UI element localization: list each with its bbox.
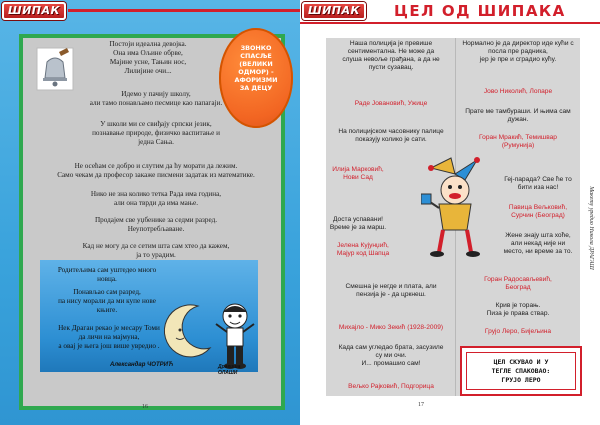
para-1: Постоји идеална девојка. Она има Ољине обрве, Мајине усне, Тањин нос, Лилијине очи... <box>109 40 187 75</box>
header-rule <box>68 9 300 12</box>
para-5: Нико не зна колико тетка Рада има година, али она тврди да има мање. <box>90 190 222 207</box>
author-left-2: Илија Марковић, Нови Сад <box>332 166 384 181</box>
drawing-credit: Драгиша ОЛАШИ <box>218 364 241 376</box>
author-left-3: Јелена Кујунџић, Мајур код Шапца <box>336 242 390 257</box>
author-right-5: Грујо Леро, Бијељина <box>484 328 552 335</box>
bell-icon <box>33 44 77 94</box>
night-para-4: Нек Драган рекао је месару Томи да личи на мајмуна, а овај је њега још више увредио . <box>58 324 160 350</box>
aphorism-right-3: Геј-парада? Све ће то бити иза нас! <box>504 176 572 191</box>
author-signature: Александар ЧОТРИЋ <box>110 362 174 368</box>
para-2: Идемо у пачију школу, али тамо понављамо песмице као папагаји. <box>89 90 223 107</box>
para-6: Продајем све уџбенике за седми разред. Неупотребљаване. <box>94 216 218 233</box>
author-right-1: Јово Николић, Лопаре <box>483 88 553 95</box>
aphorism-right-2: Прате ме тамбураши. И њима сам дужан. <box>465 108 571 123</box>
shipak-logo-right: ШИПАК <box>302 2 366 20</box>
para-7: Кад не могу да се сетим шта сам хтео да кажем, ја то урадим. <box>82 242 230 259</box>
section-badge <box>219 28 293 128</box>
header-rule-right <box>300 22 600 24</box>
page-title: ЦЕЛ ОД ШИПАКА <box>394 2 566 20</box>
layout-credit <box>586 110 596 350</box>
shipak-logo: ШИПАК <box>2 2 66 20</box>
editor-quote-box <box>460 346 582 396</box>
boy-cartoon-icon <box>210 300 260 372</box>
aphorism-left-2: На полицијском часовнику палице показују колико је сати. <box>338 128 444 143</box>
editor-quote-text: ЦЕЛ СКУВАО И У ТЕГЛЕ СПАКОВАО: ГРУЈО ЛЕРО <box>466 352 576 390</box>
left-header <box>0 0 300 22</box>
aphorisms-box <box>326 38 580 396</box>
author-left-4: Михајло - Мико Зекић (1928-2009) <box>338 324 444 331</box>
night-illustration-box <box>40 260 258 376</box>
badge-line-2: СПАСЉЕ <box>240 52 272 60</box>
page-number-left: 16 <box>142 404 148 410</box>
aphorism-left-1 <box>328 40 454 72</box>
author-right-3: Павица Вељковић, Сурчин (Београд) <box>508 204 568 219</box>
aphorism-right-1: Нормално је да директор иде кући с посла пре радника, јер је пре и сградио кућу. <box>462 40 574 63</box>
badge-line-1: ЗВОНКО <box>240 44 272 52</box>
aphorism-left-4: Смешна је негде и плата, али пензија је - да цркнеш. <box>345 283 437 298</box>
aphorism-text: Наша полиција је превише сентиментална. Не може да слуша невоље грађана, а да не пусти сузавац. <box>342 40 440 71</box>
right-page <box>300 0 600 425</box>
badge-text <box>223 44 289 92</box>
aphorism-right-4: Жене знају шта хоће, али некад није ни место, ни време за то. <box>503 232 573 255</box>
night-para-2: Понављао сам разред, па нису морали да ми купе нове књиге. <box>58 288 156 314</box>
layout-credit-text: Макету уредио Никола ДРАГАШ <box>588 186 594 270</box>
badge-line-6: ЗА ДЕЦУ <box>239 84 273 92</box>
badge-line-4: ОДМОР) - <box>238 68 274 76</box>
badge-line-3: (ВЕЛИКИ <box>239 60 273 68</box>
badge-line-5: АФОРИЗМИ <box>234 76 278 84</box>
page-number-right: 17 <box>418 402 424 408</box>
night-para-1: Родитељима сам уштедео много новца. <box>57 266 157 283</box>
aphorism-left-3: Доста успавани! Време је за марш. <box>329 216 387 231</box>
aphorism-left-5: Када сам угледао брата, засузиле су ми очи. И... промашио сам! <box>338 344 444 367</box>
para-3: У школи ми се свиђају српски језик, познавање природе, физичко васпитање и једна Сања. <box>92 120 220 146</box>
author-right-4: Горан Радосављевић, Београд <box>484 276 552 291</box>
para-4: Не осећам се добро и слутим да ћу морати да лежим. Само чекам да професор закаже писмени задатак из математике. <box>57 162 255 179</box>
author-left-1: Раде Јовановић, Ужице <box>354 100 428 107</box>
author-left-5: Вељко Рајковић, Подгорица <box>348 383 434 390</box>
author-right-2: Горан Мракић, Темишвар (Румунија) <box>479 134 557 149</box>
jester-cartoon-icon <box>421 150 491 260</box>
aphorism-right-5: Крив је торањ. Пиза је права ствар. <box>486 302 550 317</box>
